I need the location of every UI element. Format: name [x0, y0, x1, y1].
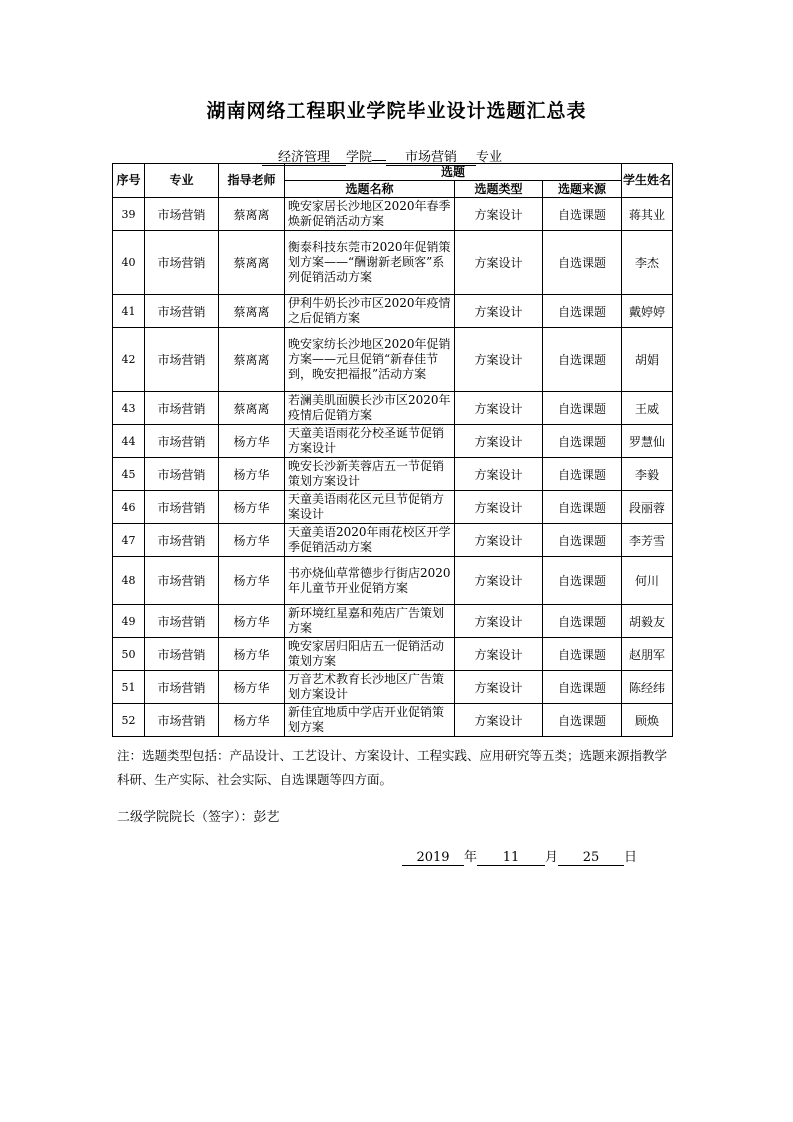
major-label: 专业: [476, 150, 503, 165]
table-row: [113, 328, 673, 392]
row-major: 市场营销: [145, 458, 219, 491]
table-row: [113, 231, 673, 295]
date-day-label: 日: [624, 850, 638, 865]
row-topic-type: 方案设计: [455, 605, 543, 638]
row-topic-name: 伊利牛奶长沙市区2020年疫情之后促销方案: [285, 295, 455, 328]
row-topic-name: 晚安家居归阳店五一促销活动策划方案: [285, 638, 455, 671]
table-row: [113, 458, 673, 491]
row-topic-source: 自选课题: [543, 458, 622, 491]
table-row: [113, 491, 673, 524]
row-advisor: 杨方华: [219, 524, 285, 557]
row-topic-source: 自选课题: [543, 328, 622, 392]
row-student: 李杰: [622, 231, 673, 295]
table-row: [113, 425, 673, 458]
row-index: 49: [113, 605, 145, 638]
topic-summary-table: [112, 163, 673, 737]
header-student: 学生姓名: [622, 164, 673, 198]
row-major: 市场营销: [145, 557, 219, 605]
row-major: 市场营销: [145, 524, 219, 557]
table-row: [113, 557, 673, 605]
row-student: 戴婷婷: [622, 295, 673, 328]
row-index: 44: [113, 425, 145, 458]
row-student: 胡毅友: [622, 605, 673, 638]
row-topic-name: 天童美语雨花区元旦节促销方案设计: [285, 491, 455, 524]
row-advisor: 杨方华: [219, 704, 285, 737]
table-row: [113, 392, 673, 425]
table-row: [113, 198, 673, 231]
row-student: 王威: [622, 392, 673, 425]
row-index: 46: [113, 491, 145, 524]
row-major: 市场营销: [145, 491, 219, 524]
row-index: 41: [113, 295, 145, 328]
row-topic-source: 自选课题: [543, 198, 622, 231]
row-topic-source: 自选课题: [543, 671, 622, 704]
row-topic-type: 方案设计: [455, 458, 543, 491]
row-index: 48: [113, 557, 145, 605]
header-topic-name: 选题名称: [285, 181, 455, 198]
row-topic-source: 自选课题: [543, 605, 622, 638]
row-topic-name: 晚安家居长沙地区2020年春季焕新促销活动方案: [285, 198, 455, 231]
row-index: 47: [113, 524, 145, 557]
row-index: 51: [113, 671, 145, 704]
row-advisor: 杨方华: [219, 605, 285, 638]
row-topic-type: 方案设计: [455, 524, 543, 557]
row-advisor: 杨方华: [219, 671, 285, 704]
row-major: 市场营销: [145, 638, 219, 671]
row-topic-type: 方案设计: [455, 328, 543, 392]
row-advisor: 蔡离离: [219, 231, 285, 295]
header-topic-source: 选题来源: [543, 181, 622, 198]
row-topic-source: 自选课题: [543, 524, 622, 557]
row-index: 40: [113, 231, 145, 295]
row-advisor: 蔡离离: [219, 392, 285, 425]
row-topic-source: 自选课题: [543, 491, 622, 524]
row-student: 陈经纬: [622, 671, 673, 704]
row-topic-type: 方案设计: [455, 638, 543, 671]
row-major: 市场营销: [145, 198, 219, 231]
row-topic-source: 自选课题: [543, 425, 622, 458]
row-advisor: 杨方华: [219, 458, 285, 491]
header-topic-group: 选题: [285, 164, 622, 181]
college-label: 学院: [346, 150, 373, 165]
document-title: 湖南网络工程职业学院毕业设计选题汇总表: [206, 100, 587, 122]
row-topic-name: 晚安家纺长沙地区2020年促销方案——元旦促销“新春佳节到，晚安把福报”活动方案: [285, 328, 455, 392]
row-major: 市场营销: [145, 704, 219, 737]
row-topic-source: 自选课题: [543, 295, 622, 328]
row-topic-source: 自选课题: [543, 557, 622, 605]
row-topic-type: 方案设计: [455, 425, 543, 458]
header-advisor: 指导老师: [219, 164, 285, 198]
college-value: 经济管理: [262, 150, 346, 166]
table-row: [113, 605, 673, 638]
table-row: [113, 671, 673, 704]
row-topic-name: 晚安长沙新芙蓉店五一节促销策划方案设计: [285, 458, 455, 491]
row-topic-name: 万音艺术教育长沙地区广告策划方案设计: [285, 671, 455, 704]
row-topic-type: 方案设计: [455, 295, 543, 328]
row-topic-source: 自选课题: [543, 392, 622, 425]
row-index: 45: [113, 458, 145, 491]
row-index: 39: [113, 198, 145, 231]
row-topic-type: 方案设计: [455, 231, 543, 295]
date-year: 2019: [402, 850, 464, 866]
row-major: 市场营销: [145, 392, 219, 425]
date-month: 11: [477, 850, 545, 866]
row-student: 李芳雪: [622, 524, 673, 557]
row-topic-name: 新环境红星嘉和苑店广告策划方案: [285, 605, 455, 638]
row-index: 50: [113, 638, 145, 671]
date-month-label: 月: [545, 850, 559, 865]
row-student: 罗慧仙: [622, 425, 673, 458]
date-line: [402, 846, 637, 866]
row-topic-source: 自选课题: [543, 638, 622, 671]
row-topic-type: 方案设计: [455, 671, 543, 704]
row-index: 42: [113, 328, 145, 392]
row-advisor: 杨方华: [219, 638, 285, 671]
row-student: 何川: [622, 557, 673, 605]
row-topic-type: 方案设计: [455, 557, 543, 605]
row-topic-name: 新佳宜地质中学店开业促销策划方案: [285, 704, 455, 737]
row-topic-type: 方案设计: [455, 704, 543, 737]
row-topic-name: 若澜美肌面膜长沙市区2020年疫情后促销方案: [285, 392, 455, 425]
row-advisor: 杨方华: [219, 425, 285, 458]
row-topic-name: 书亦烧仙草常德步行街店2020年儿童节开业促销方案: [285, 557, 455, 605]
row-topic-name: 天童美语雨花分校圣诞节促销方案设计: [285, 425, 455, 458]
row-index: 52: [113, 704, 145, 737]
row-topic-source: 自选课题: [543, 231, 622, 295]
row-index: 43: [113, 392, 145, 425]
row-topic-source: 自选课题: [543, 704, 622, 737]
row-student: 胡娟: [622, 328, 673, 392]
header-topic-type: 选题类型: [455, 181, 543, 198]
row-advisor: 蔡离离: [219, 295, 285, 328]
row-major: 市场营销: [145, 605, 219, 638]
row-major: 市场营销: [145, 671, 219, 704]
header-index: 序号: [113, 164, 145, 198]
row-advisor: 杨方华: [219, 491, 285, 524]
row-topic-type: 方案设计: [455, 392, 543, 425]
college-gap: [372, 160, 386, 161]
table-row: [113, 638, 673, 671]
row-topic-type: 方案设计: [455, 198, 543, 231]
row-student: 赵朋军: [622, 638, 673, 671]
dean-signature-line: 二级学院院长（签字）：彭艺: [117, 810, 280, 825]
major-value: 市场营销: [386, 150, 476, 166]
table-row: [113, 295, 673, 328]
footnote: 注：选题类型包括：产品设计、工艺设计、方案设计、工程实践、应用研究等五类；选题来源指教学科研、生产实际、社会实际、自选课题等四方面。: [117, 748, 668, 787]
row-student: 段丽蓉: [622, 491, 673, 524]
row-major: 市场营销: [145, 425, 219, 458]
table-row: [113, 704, 673, 737]
date-year-label: 年: [464, 850, 478, 865]
row-advisor: 蔡离离: [219, 198, 285, 231]
row-student: 蒋其业: [622, 198, 673, 231]
row-advisor: 蔡离离: [219, 328, 285, 392]
row-major: 市场营销: [145, 231, 219, 295]
table-row: [113, 524, 673, 557]
row-major: 市场营销: [145, 328, 219, 392]
row-topic-name: 衡泰科技东莞市2020年促销策划方案——“酬谢新老顾客”系列促销活动方案: [285, 231, 455, 295]
row-student: 顾焕: [622, 704, 673, 737]
row-topic-name: 天童美语2020年雨花校区开学季促销活动方案: [285, 524, 455, 557]
row-advisor: 杨方华: [219, 557, 285, 605]
row-major: 市场营销: [145, 295, 219, 328]
header-major: 专业: [145, 164, 219, 198]
row-student: 李毅: [622, 458, 673, 491]
row-topic-type: 方案设计: [455, 491, 543, 524]
date-day: 25: [558, 850, 624, 866]
